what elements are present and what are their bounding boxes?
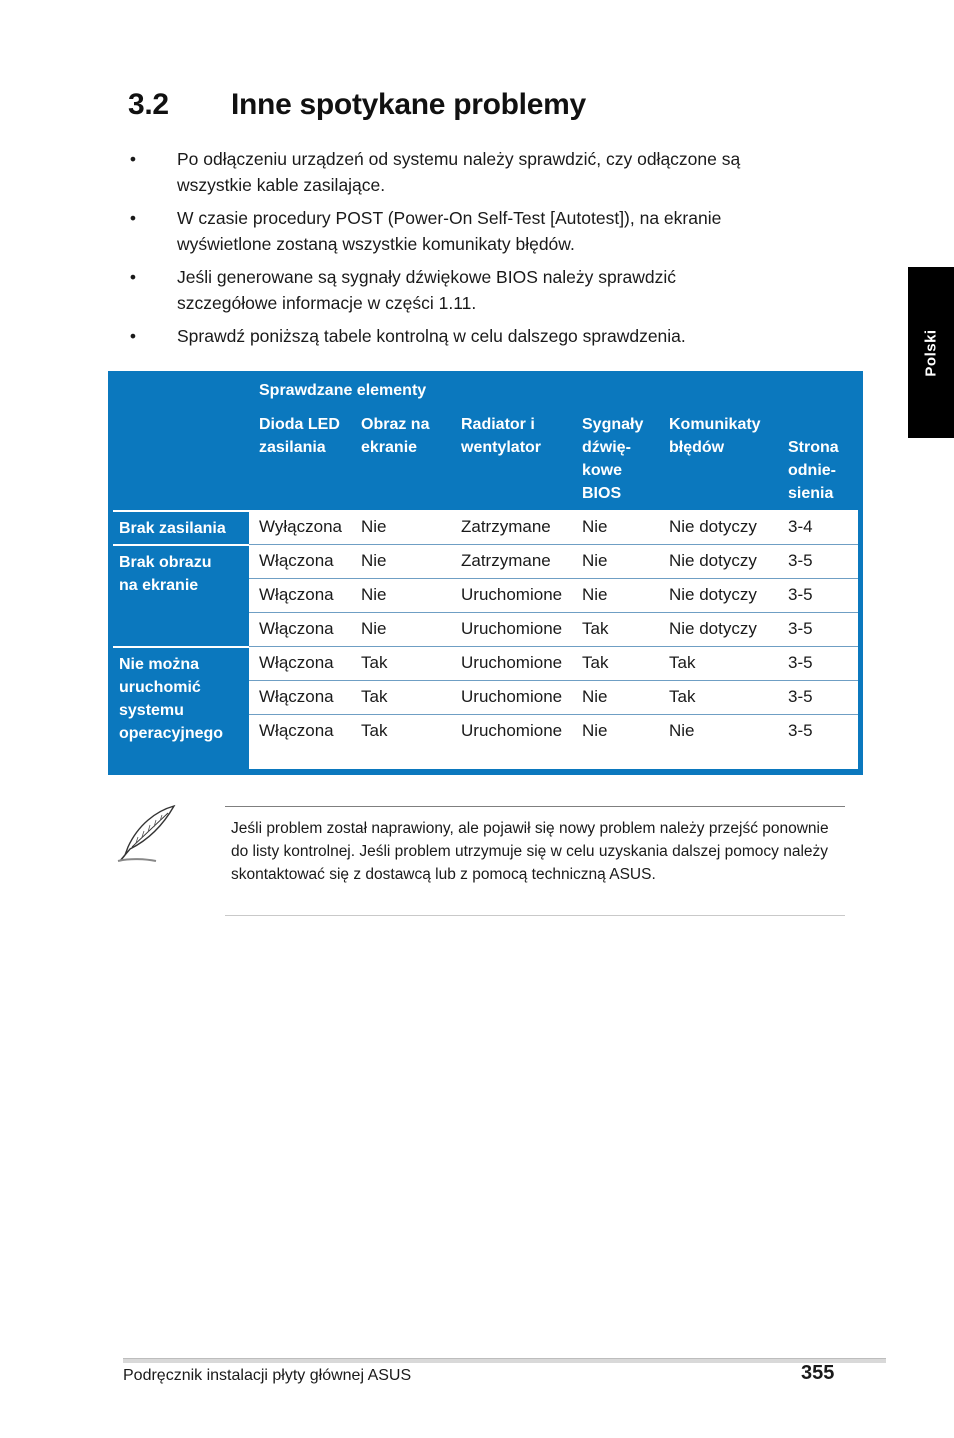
cell-errors: Tak xyxy=(669,653,696,672)
cell-fan: Uruchomione xyxy=(461,619,563,638)
bullet-text-line: wyświetlone zostaną wszystkie komunikaty błędów. xyxy=(177,234,575,254)
column-header-fan: Radiator i wentylator xyxy=(461,416,542,456)
cell-display: Tak xyxy=(361,721,388,740)
language-tab-label: Polski xyxy=(922,328,940,377)
cell-led: Włączona xyxy=(259,585,334,604)
bullet-text-line: W czasie procedury POST (Power-On Self-Test [Autotest]), na ekranie xyxy=(177,208,722,228)
cell-led: Wyłączona xyxy=(259,517,342,536)
cell-led: Włączona xyxy=(259,687,334,706)
cell-display: Nie xyxy=(361,551,387,570)
cell-bios: Nie xyxy=(582,585,608,604)
cell-page: 3-5 xyxy=(788,585,813,604)
cell-bios: Nie xyxy=(582,721,608,740)
cell-fan: Zatrzymane xyxy=(461,551,551,570)
bullet-marker: • xyxy=(129,267,137,287)
page-number: 355 xyxy=(801,1362,835,1384)
note-text: Jeśli problem został naprawiony, ale pojawił się nowy problem należy przejść ponownie do listy kontrolnej. Jeśli problem utrzymuje się w celu uzyskania dalszej pomocy należy skontaktować się z dostawcą lub z pomocą techniczną ASUS. xyxy=(231,820,829,883)
bullet-text-line: Po odłączeniu urządzeń od systemu należy sprawdzić, czy odłączone są xyxy=(177,149,741,169)
column-header-display: Obraz na ekranie xyxy=(361,416,430,456)
cell-fan: Zatrzymane xyxy=(461,517,551,536)
note-box xyxy=(225,806,845,916)
cell-bios: Nie xyxy=(582,687,608,706)
cell-page: 3-5 xyxy=(788,551,813,570)
cell-display: Tak xyxy=(361,687,388,706)
checklist-table xyxy=(108,371,863,775)
section-title: Inne spotykane problemy xyxy=(231,88,586,121)
feather-pen-icon xyxy=(116,803,178,865)
cell-page: 3-5 xyxy=(788,653,813,672)
bullet-item xyxy=(128,323,828,349)
table-row xyxy=(249,510,858,545)
table-group-header: Sprawdzane elementy xyxy=(259,382,427,399)
cell-page: 3-5 xyxy=(788,619,813,638)
bullet-item xyxy=(128,264,828,316)
cell-errors: Nie xyxy=(669,721,695,740)
cell-led: Włączona xyxy=(259,619,334,638)
cell-errors: Tak xyxy=(669,687,696,706)
cell-page: 3-5 xyxy=(788,721,813,740)
bullet-item xyxy=(128,205,828,257)
bullet-text-line: Jeśli generowane są sygnały dźwiękowe BIOS należy sprawdzić xyxy=(177,267,676,287)
bullet-marker: • xyxy=(129,326,137,346)
cell-fan: Uruchomione xyxy=(461,721,563,740)
column-header-bios-beeps: Sygnały dźwię- kowe BIOS xyxy=(582,416,644,502)
table-row xyxy=(249,578,858,613)
cell-led: Włączona xyxy=(259,721,334,740)
cell-errors: Nie dotyczy xyxy=(669,585,757,604)
cell-errors: Nie dotyczy xyxy=(669,619,757,638)
row-group-label-no-os: Nie można uruchomić systemu operacyjnego xyxy=(119,656,224,742)
cell-display: Nie xyxy=(361,517,387,536)
bullet-item xyxy=(128,146,828,198)
section-heading xyxy=(128,88,586,122)
footer-text: Podręcznik instalacji płyty głównej ASUS xyxy=(123,1367,412,1384)
cell-page: 3-5 xyxy=(788,687,813,706)
cell-fan: Uruchomione xyxy=(461,687,563,706)
cell-led: Włączona xyxy=(259,551,334,570)
cell-display: Nie xyxy=(361,619,387,638)
cell-led: Włączona xyxy=(259,653,334,672)
row-group-label-no-power: Brak zasilania xyxy=(119,520,226,537)
cell-bios: Tak xyxy=(582,619,609,638)
column-header-errors: Komunikaty błędów xyxy=(669,416,761,456)
cell-display: Tak xyxy=(361,653,388,672)
cell-fan: Uruchomione xyxy=(461,585,563,604)
row-group-divider xyxy=(113,544,249,546)
bullet-marker: • xyxy=(129,149,137,169)
section-number: 3.2 xyxy=(128,88,169,121)
cell-bios: Tak xyxy=(582,653,609,672)
row-group-divider xyxy=(113,510,249,512)
row-group-divider xyxy=(113,646,249,648)
table-row xyxy=(249,680,858,715)
footer-divider xyxy=(123,1358,886,1363)
cell-fan: Uruchomione xyxy=(461,653,563,672)
cell-display: Nie xyxy=(361,585,387,604)
cell-errors: Nie dotyczy xyxy=(669,551,757,570)
row-group-label-no-display: Brak obrazu na ekranie xyxy=(119,554,212,594)
bullet-text-line: Sprawdź poniższą tabele kontrolną w celu dalszego sprawdzenia. xyxy=(177,326,686,346)
table-row xyxy=(249,612,858,647)
bullet-text-line: szczegółowe informacje w części 1.11. xyxy=(177,293,477,313)
column-header-page: Strona odnie- sienia xyxy=(788,439,839,502)
table-row xyxy=(249,544,858,579)
cell-bios: Nie xyxy=(582,551,608,570)
table-body xyxy=(249,510,858,769)
language-tab xyxy=(908,267,954,438)
cell-bios: Nie xyxy=(582,517,608,536)
table-row xyxy=(249,646,858,681)
bullet-marker: • xyxy=(129,208,137,228)
bullet-list xyxy=(128,146,828,356)
column-header-led: Dioda LED zasilania xyxy=(259,416,340,456)
table-row xyxy=(249,714,858,748)
cell-errors: Nie dotyczy xyxy=(669,517,757,536)
bullet-text-line: wszystkie kable zasilające. xyxy=(177,175,386,195)
cell-page: 3-4 xyxy=(788,517,813,536)
